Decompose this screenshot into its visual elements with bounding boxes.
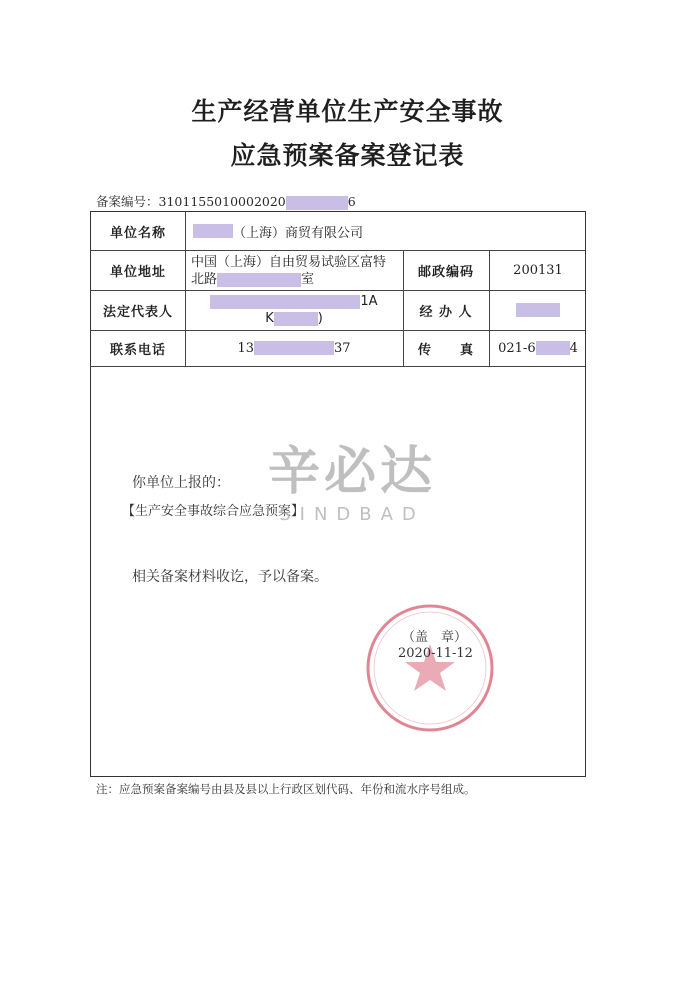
filing-number-end: 6 <box>347 194 356 209</box>
redaction-block <box>193 224 233 238</box>
approval-date: 2020-11-12 <box>398 646 473 661</box>
unit-address-label: 单位地址 <box>109 264 166 280</box>
document-title-line2: 应急预案备案登记表 <box>230 141 465 170</box>
address-line1: 中国（上海）自由贸易试验区富特 <box>191 255 387 270</box>
row-divider <box>91 366 585 367</box>
watermark-chinese: 辛必达 <box>267 442 436 502</box>
filing-number-start: 3101155010002020 <box>158 194 286 209</box>
redaction-block <box>536 341 570 355</box>
footnote: 注：应急预案备案编号由县及县以上行政区划代码、年份和流水序号组成。 <box>96 782 476 796</box>
redaction-block <box>217 273 301 287</box>
legal-rep-line2: K ) <box>265 311 323 326</box>
fax-value: 021-6 4 <box>498 340 578 356</box>
official-seal <box>364 602 496 734</box>
filing-number-label: 备案编号： <box>96 194 159 209</box>
filing-number <box>96 192 356 210</box>
plan-name-text: 【生产安全事故综合应急预案】 <box>122 504 305 519</box>
stamp-label: （盖 章） <box>402 630 468 645</box>
redaction-block <box>210 295 360 309</box>
document-title-line1: 生产经营单位生产安全事故 <box>191 97 504 126</box>
legal-rep-line1: 1A <box>210 293 377 310</box>
fax-label: 传 真 <box>417 342 474 358</box>
redaction-block <box>516 303 560 317</box>
postcode-value: 200131 <box>513 262 563 278</box>
phone-value: 13 37 <box>237 340 351 356</box>
unit-address-value <box>191 252 403 290</box>
handler-label: 经 办 人 <box>419 304 473 320</box>
sindbad-watermark <box>252 444 452 525</box>
legal-rep-label: 法定代表人 <box>102 304 173 320</box>
redaction-block <box>254 341 334 355</box>
received-text: 相关备案材料收讫，予以备案。 <box>132 569 328 585</box>
unit-name-value: （上海）商贸有限公司 <box>193 212 583 250</box>
legal-rep-value <box>185 290 403 330</box>
address-line2: 北路 室 <box>191 272 315 287</box>
postcode-label: 邮政编码 <box>417 264 474 280</box>
reported-by-text: 你单位上报的： <box>132 475 230 491</box>
phone-label: 联系电话 <box>109 342 166 358</box>
unit-name-label: 单位名称 <box>109 225 166 241</box>
redaction-block <box>286 196 348 210</box>
watermark-english: SINDBAD <box>279 504 425 525</box>
redaction-block <box>274 312 318 326</box>
handler-value <box>489 290 587 330</box>
